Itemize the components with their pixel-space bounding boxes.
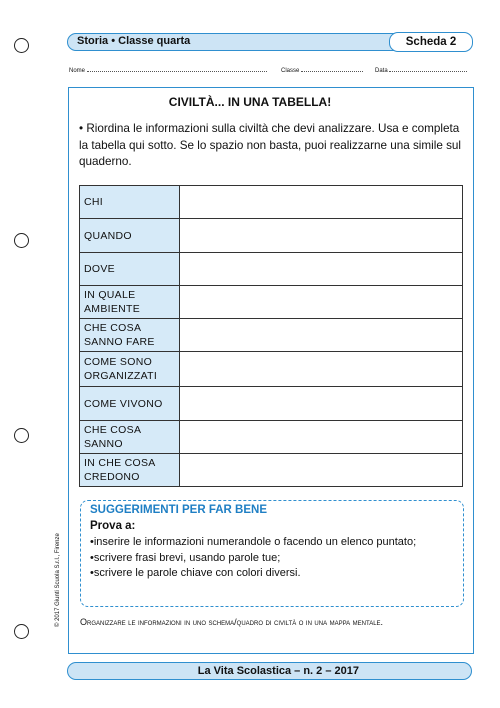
answer-cell[interactable] <box>180 454 463 487</box>
table-row <box>80 454 463 487</box>
answer-cell[interactable] <box>180 253 463 286</box>
binder-hole-4 <box>14 624 29 639</box>
date-field[interactable] <box>375 66 467 74</box>
tip-item: • inserire le informazioni numerandole o facendo un elenco puntato; <box>90 535 456 551</box>
sheet-number: Scheda 2 <box>389 32 473 52</box>
row-label: CHE COSA SANNO FARE <box>80 319 180 352</box>
row-label: IN QUALE AMBIENTE <box>80 286 180 319</box>
row-label: COME VIVONO <box>80 387 180 421</box>
table-row <box>80 186 463 219</box>
extension-activity: Organizzare le informazioni in uno schema/quadro di civiltà o in una mappa mentale. <box>80 617 384 627</box>
answer-cell[interactable] <box>180 219 463 253</box>
table-row <box>80 286 463 319</box>
tips-intro: Prova a: <box>90 520 136 532</box>
row-label: QUANDO <box>80 219 180 253</box>
tip-item: • scrivere frasi brevi, usando parole tue; <box>90 551 456 567</box>
row-label: CHI <box>80 186 180 219</box>
table-row <box>80 219 463 253</box>
class-field[interactable] <box>281 66 363 74</box>
publication-label: La Vita Scolastica – n. 2 – 2017 <box>197 665 359 677</box>
answer-cell[interactable] <box>180 387 463 421</box>
table-row <box>80 319 463 352</box>
row-label: COME SONO ORGANIZZATI <box>80 352 180 387</box>
table-row <box>80 387 463 421</box>
class-label: Classe <box>281 68 300 74</box>
row-label: CHE COSA SANNO <box>80 421 180 454</box>
row-label: DOVE <box>80 253 180 286</box>
civilization-table <box>79 185 463 487</box>
page-title: CIVILTÀ... IN UNA TABELLA! <box>168 95 332 109</box>
tips-title: SUGGERIMENTI PER FAR BENE <box>90 504 267 516</box>
copyright-notice: © 2017 Giunti Scuola S.r.l., Firenze <box>55 533 61 627</box>
answer-cell[interactable] <box>180 186 463 219</box>
table-row <box>80 421 463 454</box>
footer-bar <box>67 662 472 680</box>
tip-item: • scrivere le parole chiave con colori diversi. <box>90 566 456 582</box>
header-bar <box>67 33 472 51</box>
answer-cell[interactable] <box>180 352 463 387</box>
binder-hole-1 <box>14 38 29 53</box>
tips-list <box>90 535 456 582</box>
binder-hole-3 <box>14 428 29 443</box>
date-label: Data <box>375 68 388 74</box>
binder-hole-2 <box>14 233 29 248</box>
table-row <box>80 352 463 387</box>
subject-label: Storia • Classe quarta <box>77 35 191 47</box>
answer-cell[interactable] <box>180 286 463 319</box>
name-label: Nome <box>69 68 86 74</box>
table-row <box>80 253 463 286</box>
name-field[interactable] <box>69 66 267 74</box>
tips-box <box>80 500 464 607</box>
row-label: IN CHE COSA CREDONO <box>80 454 180 487</box>
answer-cell[interactable] <box>180 319 463 352</box>
instructions: • Riordina le informazioni sulla civiltà che devi analizzare. Usa e completa la tabella qui sotto. Se lo spazio non basta, puoi realizzarne una simile sul quaderno. <box>79 122 462 168</box>
answer-cell[interactable] <box>180 421 463 454</box>
